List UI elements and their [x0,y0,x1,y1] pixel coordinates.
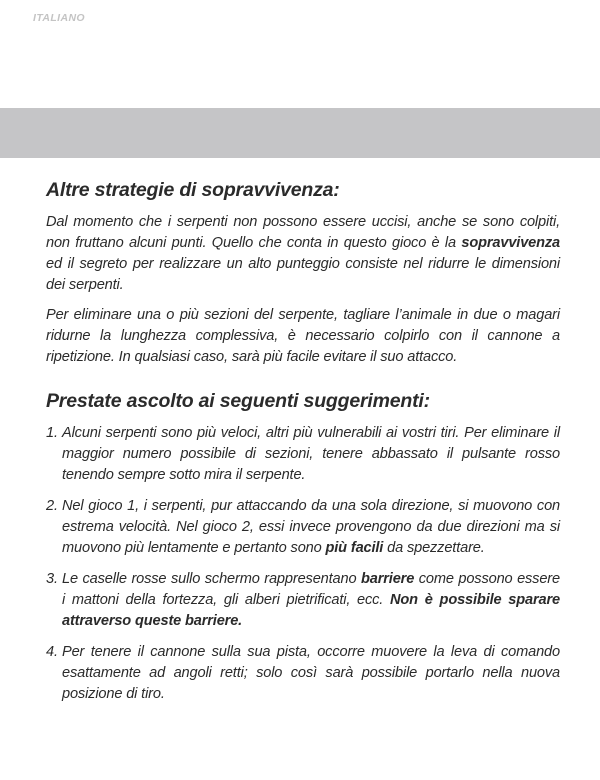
paragraph-scoring [46,212,560,296]
paragraph-cutting-snake: Per eliminare una o più sezioni del serpente, tagliare l’animale in due o magari ridurne la lunghezza complessiva, è necessario colpirlo con il cannone a ripetizione. In qualsiasi caso, sarà più facile evitare il suo attacco. [46,307,560,365]
tip-item [46,569,560,632]
tip-text: come possono essere i mattoni della fortezza, gli alberi pietrificati, ecc. [62,571,560,608]
heading-survival-strategies: Altre strategie di sopravvivenza: [46,179,340,201]
tip-item [46,642,560,705]
header-band [0,108,600,158]
tip-number: 2. [46,498,58,514]
tip-number: 4. [46,644,58,660]
language-label: ITALIANO [33,12,85,24]
tips-list [46,423,560,705]
emphasis-piu-facili: più facili [325,540,384,556]
tip-item [46,423,560,486]
tip-number: 1. [46,425,58,441]
page-content [46,178,560,715]
tip-number: 3. [46,571,58,587]
heading-tips: Prestate ascolto ai seguenti suggerimenti: [46,390,430,412]
tip-text: Le caselle rosse sullo schermo rappresentano [62,571,361,587]
tip-text: da spezzettare. [383,540,485,556]
tip-item [46,496,560,559]
paragraph-text: ed il segreto per realizzare un alto punteggio consiste nel ridurre le dimensioni dei serpenti. [46,256,560,293]
emphasis-no-shooting: Non è possibile sparare attraverso queste barriere. [62,592,560,629]
paragraph-text: Dal momento che i serpenti non possono essere uccisi, anche se sono colpiti, non fruttano alcuni punti. Quello che conta in questo gioco è la [46,214,560,251]
emphasis-barriere: barriere [361,571,415,587]
tip-text: Per tenere il cannone sulla sua pista, occorre muovere la leva di comando esattamente ad angoli retti; solo così sarà possibile portarlo nella nuova posizione di tiro. [62,644,560,702]
tip-text: Nel gioco 1, i serpenti, pur attaccando da una sola direzione, si muovono con estrema velocità. Nel gioco 2, essi invece provengono da due direzioni ma si muovono più lentamente e pertanto sono [62,498,560,556]
emphasis-sopravvivenza: sopravvivenza [461,235,560,251]
tip-text: Alcuni serpenti sono più veloci, altri più vulnerabili ai vostri tiri. Per eliminare il maggior numero possibile di sezioni, tenere abbassato il pulsante rosso tenendo sempre sotto mira il serpente. [62,425,560,483]
